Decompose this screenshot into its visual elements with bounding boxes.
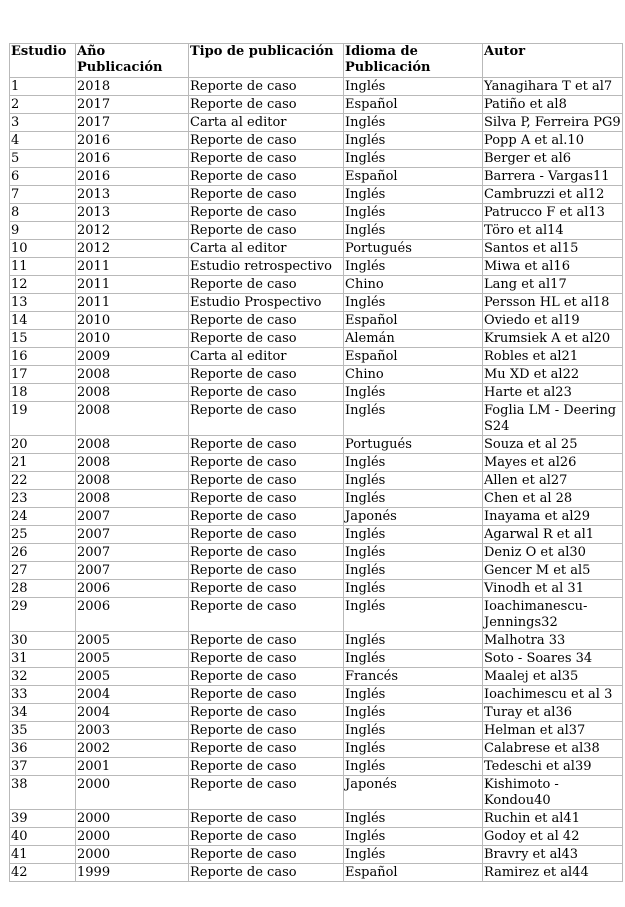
cell-tipo: Reporte de caso bbox=[189, 828, 344, 846]
cell-autor: Lang et al17 bbox=[483, 276, 623, 294]
header-row bbox=[10, 44, 623, 78]
cell-tipo: Estudio Prospectivo bbox=[189, 294, 344, 312]
cell-ano: 2017 bbox=[76, 96, 189, 114]
cell-idioma: Inglés bbox=[344, 454, 483, 472]
table-row bbox=[10, 294, 623, 312]
cell-ano: 2011 bbox=[76, 258, 189, 276]
table-row bbox=[10, 454, 623, 472]
cell-estudio: 7 bbox=[10, 186, 76, 204]
cell-autor: Mu XD et al22 bbox=[483, 366, 623, 384]
cell-idioma: Chino bbox=[344, 366, 483, 384]
cell-ano: 2006 bbox=[76, 580, 189, 598]
cell-estudio: 19 bbox=[10, 402, 76, 436]
table-row bbox=[10, 384, 623, 402]
table-row bbox=[10, 366, 623, 384]
cell-tipo: Reporte de caso bbox=[189, 330, 344, 348]
cell-idioma: Inglés bbox=[344, 150, 483, 168]
cell-idioma: Inglés bbox=[344, 722, 483, 740]
cell-estudio: 3 bbox=[10, 114, 76, 132]
cell-tipo: Reporte de caso bbox=[189, 632, 344, 650]
cell-ano: 2008 bbox=[76, 490, 189, 508]
table-row bbox=[10, 204, 623, 222]
cell-idioma: Español bbox=[344, 348, 483, 366]
table-row bbox=[10, 472, 623, 490]
cell-autor: Ruchin et al41 bbox=[483, 810, 623, 828]
cell-autor: Allen et al27 bbox=[483, 472, 623, 490]
cell-autor: Agarwal R et al1 bbox=[483, 526, 623, 544]
cell-autor: Barrera - Vargas11 bbox=[483, 168, 623, 186]
cell-ano: 2016 bbox=[76, 150, 189, 168]
cell-tipo: Reporte de caso bbox=[189, 864, 344, 882]
table-header bbox=[10, 44, 623, 78]
cell-autor: Maalej et al35 bbox=[483, 668, 623, 686]
table-row bbox=[10, 132, 623, 150]
cell-idioma: Inglés bbox=[344, 846, 483, 864]
cell-estudio: 40 bbox=[10, 828, 76, 846]
cell-estudio: 6 bbox=[10, 168, 76, 186]
header-tipo-publicacion: Tipo de publicación bbox=[189, 44, 344, 78]
cell-autor: Ioachimanescu-Jennings32 bbox=[483, 598, 623, 632]
cell-ano: 2008 bbox=[76, 366, 189, 384]
cell-autor: Cambruzzi et al12 bbox=[483, 186, 623, 204]
cell-estudio: 15 bbox=[10, 330, 76, 348]
cell-tipo: Carta al editor bbox=[189, 348, 344, 366]
cell-ano: 2001 bbox=[76, 758, 189, 776]
table-row bbox=[10, 668, 623, 686]
table-row bbox=[10, 436, 623, 454]
table-row bbox=[10, 186, 623, 204]
cell-ano: 2016 bbox=[76, 168, 189, 186]
table-row bbox=[10, 562, 623, 580]
cell-tipo: Reporte de caso bbox=[189, 222, 344, 240]
cell-ano: 2010 bbox=[76, 330, 189, 348]
cell-ano: 2000 bbox=[76, 846, 189, 864]
cell-autor: Yanagihara T et al7 bbox=[483, 78, 623, 96]
cell-tipo: Reporte de caso bbox=[189, 526, 344, 544]
cell-ano: 2007 bbox=[76, 508, 189, 526]
cell-ano: 2008 bbox=[76, 402, 189, 436]
cell-autor: Inayama et al29 bbox=[483, 508, 623, 526]
cell-ano: 2003 bbox=[76, 722, 189, 740]
cell-idioma: Inglés bbox=[344, 632, 483, 650]
cell-autor: Santos et al15 bbox=[483, 240, 623, 258]
cell-ano: 2013 bbox=[76, 204, 189, 222]
cell-idioma: Inglés bbox=[344, 758, 483, 776]
cell-idioma: Inglés bbox=[344, 544, 483, 562]
cell-estudio: 42 bbox=[10, 864, 76, 882]
cell-estudio: 35 bbox=[10, 722, 76, 740]
cell-estudio: 24 bbox=[10, 508, 76, 526]
cell-estudio: 37 bbox=[10, 758, 76, 776]
table-row bbox=[10, 864, 623, 882]
cell-idioma: Español bbox=[344, 168, 483, 186]
table-row bbox=[10, 348, 623, 366]
cell-tipo: Reporte de caso bbox=[189, 562, 344, 580]
cell-autor: Bravry et al43 bbox=[483, 846, 623, 864]
cell-estudio: 18 bbox=[10, 384, 76, 402]
table-row bbox=[10, 810, 623, 828]
cell-estudio: 11 bbox=[10, 258, 76, 276]
cell-ano: 2011 bbox=[76, 294, 189, 312]
cell-idioma: Francés bbox=[344, 668, 483, 686]
cell-ano: 2010 bbox=[76, 312, 189, 330]
cell-tipo: Reporte de caso bbox=[189, 454, 344, 472]
cell-tipo: Reporte de caso bbox=[189, 810, 344, 828]
table-row bbox=[10, 240, 623, 258]
cell-estudio: 8 bbox=[10, 204, 76, 222]
cell-estudio: 14 bbox=[10, 312, 76, 330]
cell-tipo: Reporte de caso bbox=[189, 168, 344, 186]
cell-estudio: 4 bbox=[10, 132, 76, 150]
cell-idioma: Inglés bbox=[344, 740, 483, 758]
cell-estudio: 5 bbox=[10, 150, 76, 168]
cell-tipo: Reporte de caso bbox=[189, 598, 344, 632]
table-row bbox=[10, 258, 623, 276]
cell-idioma: Inglés bbox=[344, 258, 483, 276]
cell-tipo: Reporte de caso bbox=[189, 78, 344, 96]
cell-idioma: Inglés bbox=[344, 78, 483, 96]
cell-tipo: Reporte de caso bbox=[189, 776, 344, 810]
cell-ano: 2000 bbox=[76, 828, 189, 846]
cell-ano: 2005 bbox=[76, 668, 189, 686]
cell-tipo: Reporte de caso bbox=[189, 722, 344, 740]
table-row bbox=[10, 846, 623, 864]
cell-autor: Silva P, Ferreira PG9 bbox=[484, 115, 621, 130]
header-ano-publicacion: Año Publicación bbox=[76, 44, 189, 78]
cell-tipo: Reporte de caso bbox=[189, 150, 344, 168]
cell-ano: 2006 bbox=[76, 598, 189, 632]
cell-ano: 2000 bbox=[76, 810, 189, 828]
cell-tipo: Reporte de caso bbox=[189, 686, 344, 704]
cell-idioma: Inglés bbox=[344, 294, 483, 312]
cell-idioma: Inglés bbox=[344, 132, 483, 150]
cell-idioma: Inglés bbox=[344, 580, 483, 598]
cell-estudio: 34 bbox=[10, 704, 76, 722]
table-row bbox=[10, 168, 623, 186]
cell-tipo: Reporte de caso bbox=[189, 704, 344, 722]
cell-tipo: Reporte de caso bbox=[189, 650, 344, 668]
table-row bbox=[10, 722, 623, 740]
cell-estudio: 21 bbox=[10, 454, 76, 472]
cell-idioma: Inglés bbox=[344, 828, 483, 846]
cell-ano: 2004 bbox=[76, 704, 189, 722]
cell-ano: 2007 bbox=[76, 562, 189, 580]
document-page bbox=[9, 43, 622, 882]
cell-ano: 2005 bbox=[76, 632, 189, 650]
cell-tipo: Carta al editor bbox=[189, 114, 344, 132]
table-row bbox=[10, 740, 623, 758]
cell-idioma: Inglés bbox=[344, 810, 483, 828]
table-body bbox=[10, 78, 623, 882]
cell-estudio: 17 bbox=[10, 366, 76, 384]
table-row bbox=[10, 114, 623, 132]
cell-autor: Souza et al 25 bbox=[483, 436, 623, 454]
cell-estudio: 10 bbox=[10, 240, 76, 258]
table-row bbox=[10, 828, 623, 846]
cell-ano: 2012 bbox=[76, 222, 189, 240]
cell-estudio: 13 bbox=[10, 294, 76, 312]
cell-estudio: 31 bbox=[10, 650, 76, 668]
cell-idioma: Español bbox=[344, 312, 483, 330]
cell-estudio: 12 bbox=[10, 276, 76, 294]
cell-estudio: 33 bbox=[10, 686, 76, 704]
cell-tipo: Reporte de caso bbox=[189, 490, 344, 508]
cell-estudio: 27 bbox=[10, 562, 76, 580]
cell-autor: Gencer M et al5 bbox=[483, 562, 623, 580]
cell-estudio: 16 bbox=[10, 348, 76, 366]
cell-estudio: 41 bbox=[10, 846, 76, 864]
table-row bbox=[10, 508, 623, 526]
cell-ano: 2017 bbox=[76, 114, 189, 132]
cell-ano: 2004 bbox=[76, 686, 189, 704]
cell-tipo: Reporte de caso bbox=[189, 402, 344, 436]
cell-tipo: Reporte de caso bbox=[189, 436, 344, 454]
cell-estudio: 26 bbox=[10, 544, 76, 562]
cell-ano: 1999 bbox=[76, 864, 189, 882]
cell-idioma: Español bbox=[344, 96, 483, 114]
table-row bbox=[10, 312, 623, 330]
cell-idioma: Japonés bbox=[344, 508, 483, 526]
table-row bbox=[10, 776, 623, 810]
cell-estudio: 36 bbox=[10, 740, 76, 758]
cell-idioma: Japonés bbox=[344, 776, 483, 810]
cell-idioma: Portugués bbox=[344, 436, 483, 454]
cell-ano: 2007 bbox=[76, 526, 189, 544]
table-row bbox=[10, 526, 623, 544]
cell-idioma: Inglés bbox=[344, 526, 483, 544]
cell-idioma: Inglés bbox=[344, 650, 483, 668]
cell-ano: 2008 bbox=[76, 436, 189, 454]
cell-autor: Tedeschi et al39 bbox=[483, 758, 623, 776]
studies-table bbox=[9, 43, 623, 882]
table-row bbox=[10, 632, 623, 650]
table-row bbox=[10, 150, 623, 168]
cell-autor: Kishimoto - Kondou40 bbox=[483, 776, 623, 810]
table-row bbox=[10, 276, 623, 294]
cell-idioma: Inglés bbox=[344, 562, 483, 580]
cell-ano: 2005 bbox=[76, 650, 189, 668]
cell-ano: 2007 bbox=[76, 544, 189, 562]
cell-tipo: Reporte de caso bbox=[189, 366, 344, 384]
cell-idioma: Español bbox=[344, 864, 483, 882]
table-row bbox=[10, 704, 623, 722]
cell-tipo: Reporte de caso bbox=[189, 186, 344, 204]
cell-idioma: Inglés bbox=[344, 686, 483, 704]
cell-autor: Malhotra 33 bbox=[483, 632, 623, 650]
cell-autor: Ioachimescu et al 3 bbox=[483, 686, 623, 704]
cell-estudio: 38 bbox=[10, 776, 76, 810]
cell-tipo: Reporte de caso bbox=[189, 472, 344, 490]
cell-tipo: Reporte de caso bbox=[189, 204, 344, 222]
table-row bbox=[10, 330, 623, 348]
cell-autor: Miwa et al16 bbox=[483, 258, 623, 276]
cell-tipo: Reporte de caso bbox=[189, 96, 344, 114]
cell-estudio: 29 bbox=[10, 598, 76, 632]
header-idioma-publicacion: Idioma de Publicación bbox=[344, 44, 483, 78]
cell-autor: Robles et al21 bbox=[483, 348, 623, 366]
cell-tipo: Reporte de caso bbox=[189, 384, 344, 402]
header-estudio: Estudio bbox=[10, 44, 76, 78]
cell-tipo: Reporte de caso bbox=[189, 846, 344, 864]
cell-autor: Helman et al37 bbox=[483, 722, 623, 740]
cell-estudio: 25 bbox=[10, 526, 76, 544]
cell-autor: Töro et al14 bbox=[483, 222, 623, 240]
cell-estudio: 22 bbox=[10, 472, 76, 490]
cell-ano: 2016 bbox=[76, 132, 189, 150]
cell-idioma: Inglés bbox=[344, 114, 483, 132]
cell-autor: Godoy et al 42 bbox=[483, 828, 623, 846]
cell-idioma: Inglés bbox=[344, 402, 483, 436]
cell-estudio: 30 bbox=[10, 632, 76, 650]
cell-idioma: Inglés bbox=[344, 598, 483, 632]
cell-idioma: Inglés bbox=[344, 384, 483, 402]
cell-autor: Soto - Soares 34 bbox=[483, 650, 623, 668]
cell-idioma: Inglés bbox=[344, 204, 483, 222]
cell-estudio: 23 bbox=[10, 490, 76, 508]
header-autor: Autor bbox=[483, 44, 623, 78]
table-row bbox=[10, 758, 623, 776]
cell-ano: 2018 bbox=[76, 78, 189, 96]
cell-estudio: 1 bbox=[10, 78, 76, 96]
cell-tipo: Reporte de caso bbox=[189, 544, 344, 562]
cell-autor: Turay et al36 bbox=[483, 704, 623, 722]
table-row bbox=[10, 490, 623, 508]
table-row bbox=[10, 402, 623, 436]
cell-idioma: Chino bbox=[344, 276, 483, 294]
cell-tipo: Estudio retrospectivo bbox=[189, 258, 344, 276]
cell-idioma: Portugués bbox=[344, 240, 483, 258]
cell-ano: 2012 bbox=[76, 240, 189, 258]
cell-autor: Mayes et al26 bbox=[483, 454, 623, 472]
cell-tipo: Reporte de caso bbox=[189, 758, 344, 776]
cell-tipo: Reporte de caso bbox=[189, 276, 344, 294]
cell-ano: 2008 bbox=[76, 472, 189, 490]
cell-tipo: Reporte de caso bbox=[189, 580, 344, 598]
cell-autor: Popp A et al.10 bbox=[483, 132, 623, 150]
table-row bbox=[10, 544, 623, 562]
cell-idioma: Inglés bbox=[344, 472, 483, 490]
cell-autor: Chen et al 28 bbox=[483, 490, 623, 508]
cell-ano: 2013 bbox=[76, 186, 189, 204]
table-row bbox=[10, 598, 623, 632]
cell-autor: Krumsiek A et al20 bbox=[483, 330, 623, 348]
table-row bbox=[10, 686, 623, 704]
cell-autor: Oviedo et al19 bbox=[483, 312, 623, 330]
cell-autor: Ramirez et al44 bbox=[483, 864, 623, 882]
cell-idioma: Inglés bbox=[344, 186, 483, 204]
cell-autor: Deniz O et al30 bbox=[483, 544, 623, 562]
cell-idioma: Inglés bbox=[344, 490, 483, 508]
table-row bbox=[10, 222, 623, 240]
cell-tipo: Reporte de caso bbox=[189, 508, 344, 526]
cell-estudio: 28 bbox=[10, 580, 76, 598]
cell-autor: Calabrese et al38 bbox=[483, 740, 623, 758]
cell-autor: Patrucco F et al13 bbox=[483, 204, 623, 222]
cell-ano: 2008 bbox=[76, 454, 189, 472]
cell-autor: Persson HL et al18 bbox=[483, 294, 623, 312]
cell-tipo: Reporte de caso bbox=[189, 312, 344, 330]
table-row bbox=[10, 96, 623, 114]
cell-estudio: 9 bbox=[10, 222, 76, 240]
cell-ano: 2009 bbox=[76, 348, 189, 366]
table-row bbox=[10, 78, 623, 96]
cell-estudio: 2 bbox=[10, 96, 76, 114]
cell-ano: 2000 bbox=[76, 776, 189, 810]
cell-autor: Foglia LM - Deering S24 bbox=[483, 402, 623, 436]
cell-idioma: Inglés bbox=[344, 704, 483, 722]
cell-autor: Berger et al6 bbox=[483, 150, 623, 168]
cell-ano: 2011 bbox=[76, 276, 189, 294]
cell-estudio: 32 bbox=[10, 668, 76, 686]
cell-idioma: Alemán bbox=[344, 330, 483, 348]
cell-tipo: Carta al editor bbox=[189, 240, 344, 258]
cell-autor: Harte et al23 bbox=[483, 384, 623, 402]
cell-ano: 2002 bbox=[76, 740, 189, 758]
cell-ano: 2008 bbox=[76, 384, 189, 402]
cell-estudio: 20 bbox=[10, 436, 76, 454]
table-row bbox=[10, 650, 623, 668]
cell-tipo: Reporte de caso bbox=[189, 668, 344, 686]
cell-autor: Vinodh et al 31 bbox=[483, 580, 623, 598]
cell-idioma: Inglés bbox=[344, 222, 483, 240]
cell-tipo: Reporte de caso bbox=[189, 132, 344, 150]
table-row bbox=[10, 580, 623, 598]
cell-estudio: 39 bbox=[10, 810, 76, 828]
cell-tipo: Reporte de caso bbox=[189, 740, 344, 758]
cell-autor: Patiño et al8 bbox=[483, 96, 623, 114]
